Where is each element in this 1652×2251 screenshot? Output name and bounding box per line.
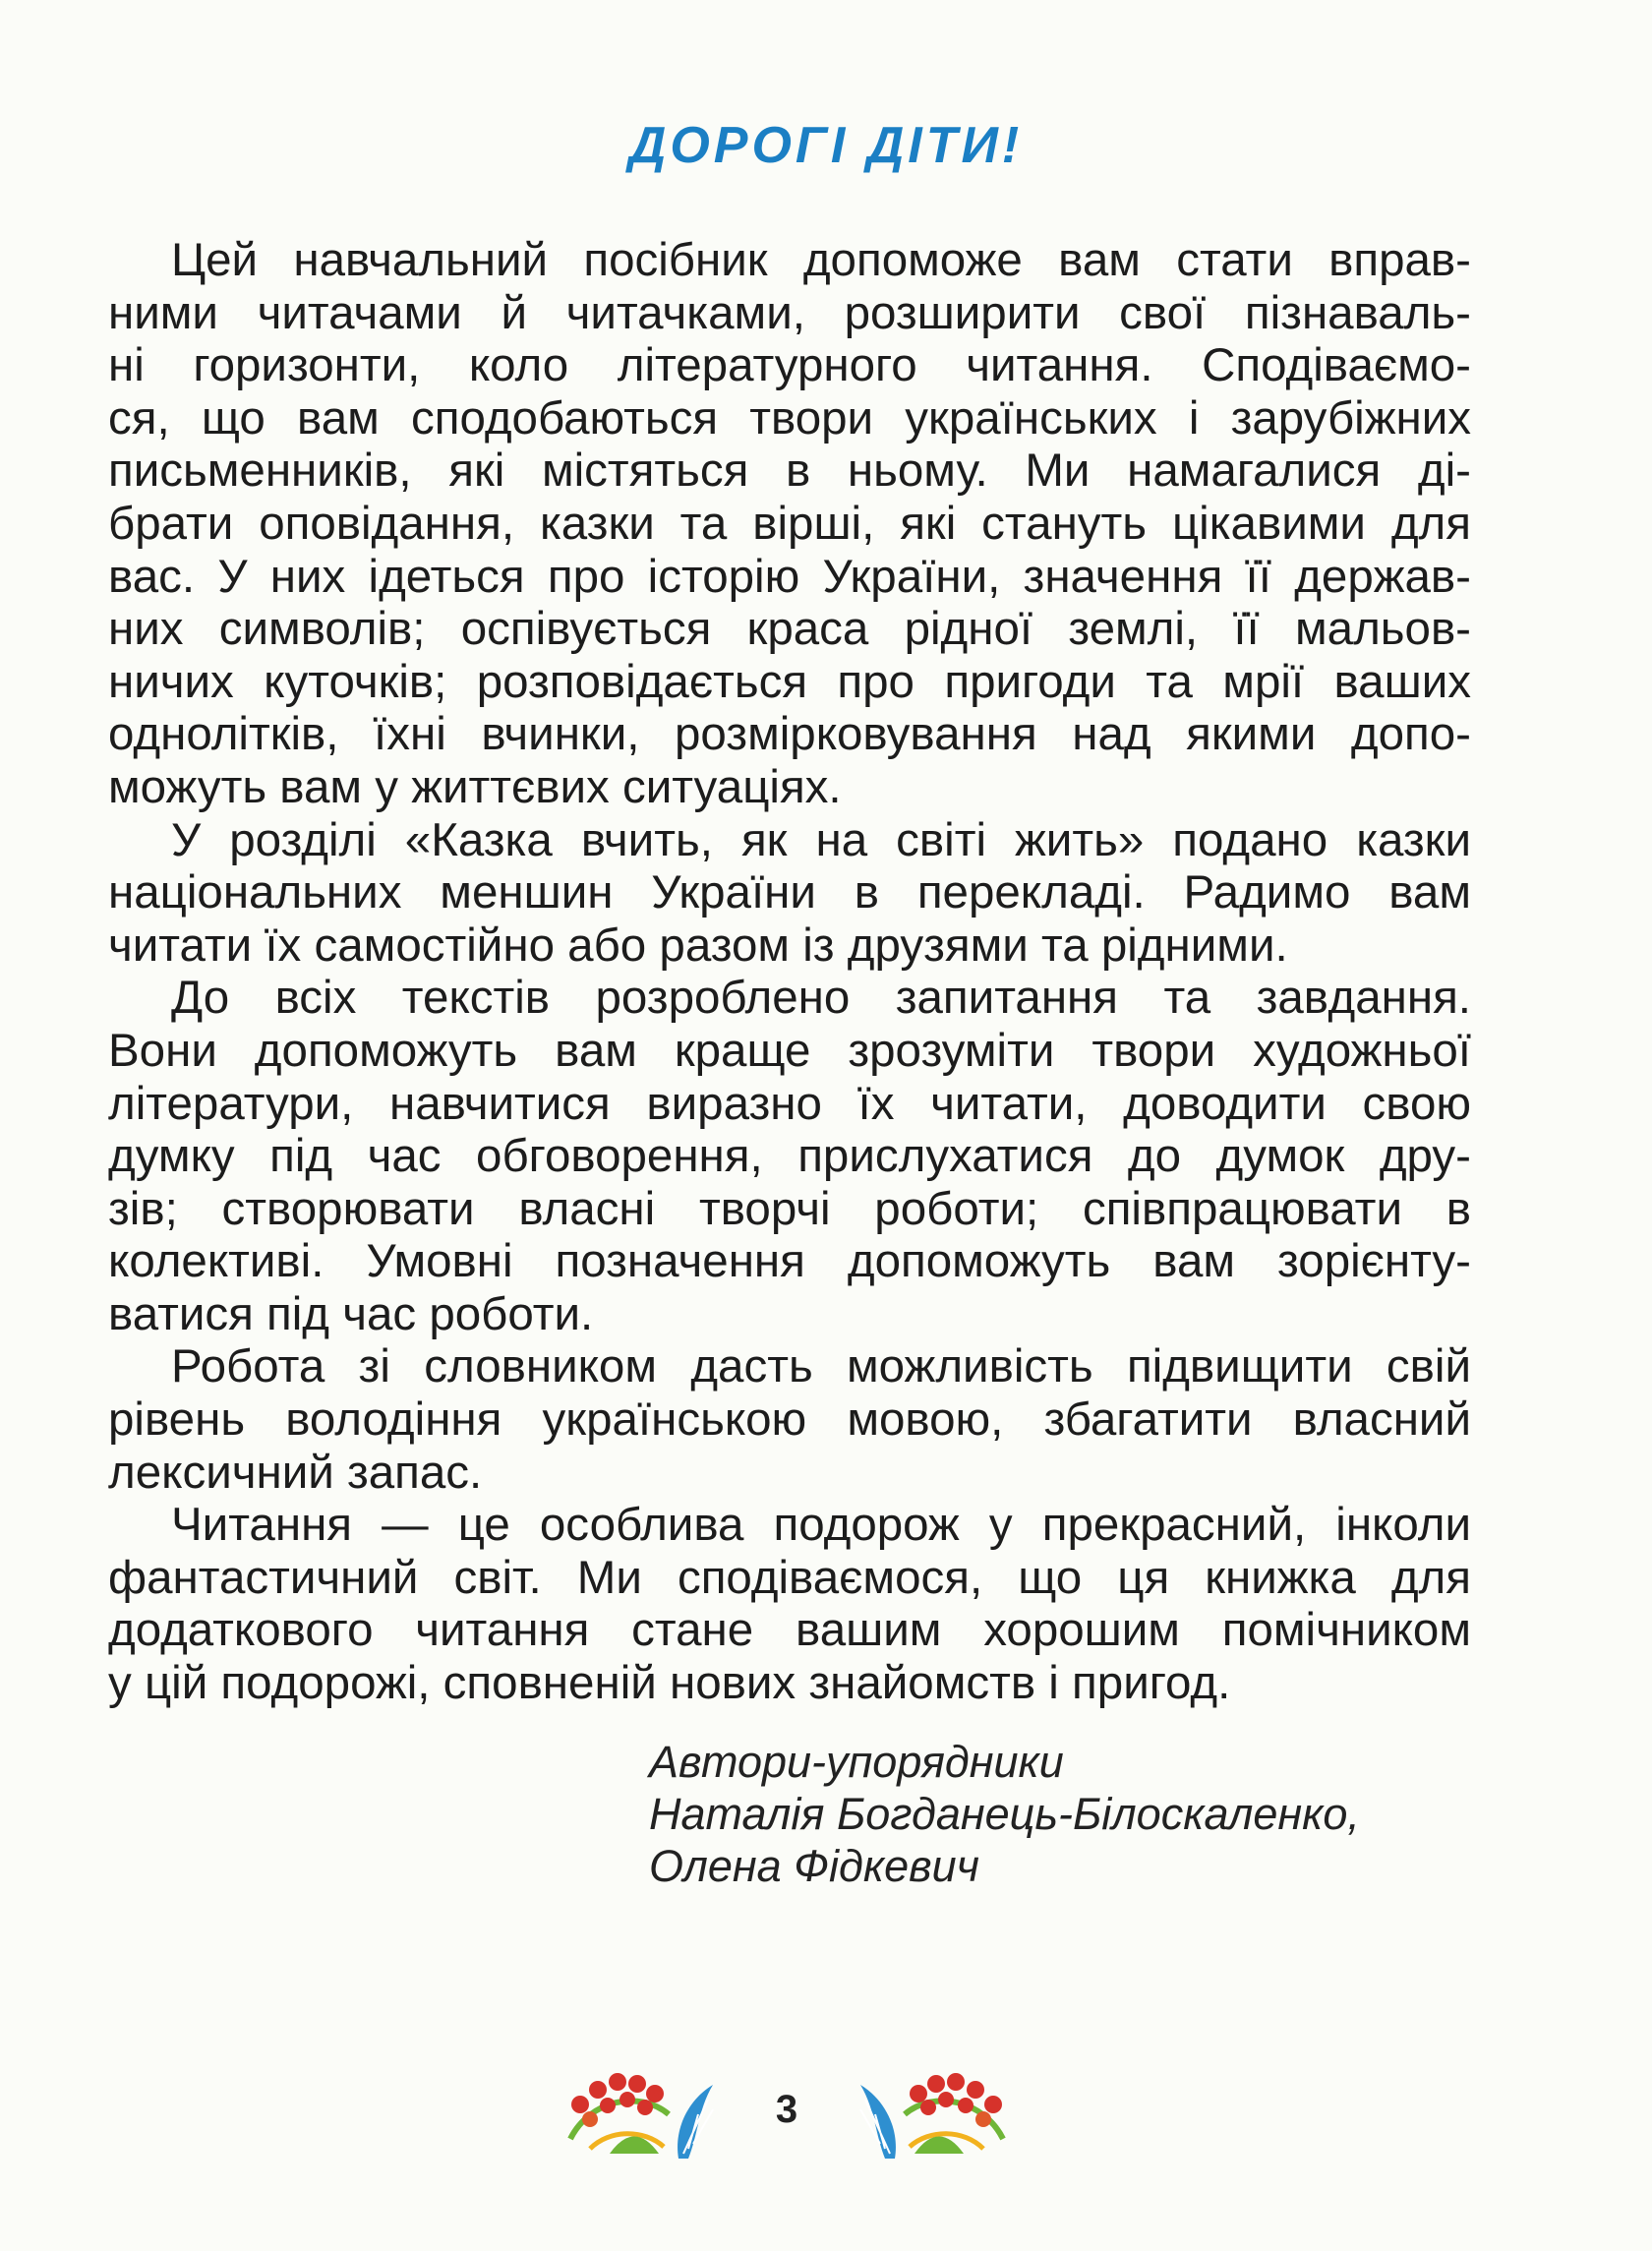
signature-author: Олена Фідкевич [649,1841,979,1891]
text-line: ні горизонти, коло літературного читання. Сподіваємо- [108,339,1471,392]
text-line: зів; створювати власні творчі роботи; співпрацювати в [108,1182,1471,1235]
paragraph [108,1499,1471,1709]
text-line: Вони допоможуть вам краще зрозуміти твори художньої [108,1024,1471,1077]
text-line: колективі. Умовні позначення допоможуть вам зорієнту- [108,1235,1471,1288]
page-title: ДОРОГІ ДІТИ! [628,117,1024,174]
text-line: брати оповідання, казки та вірші, які стануть цікавими для [108,497,1471,550]
paragraph [108,972,1471,1340]
text-line: думку під час обговорення, прислухатися до думок дру- [108,1130,1471,1183]
text-line: До всіх текстів розроблено запитання та завдання. [171,972,1471,1025]
text-line: ватися під час роботи. [108,1287,594,1340]
text-line: Читання — це особлива подорож у прекрасний, інколи [171,1499,1471,1552]
text-line: фантастичний світ. Ми сподіваємося, що ця книжка для [108,1551,1471,1604]
text-line: Цей навчальний посібник допоможе вам стати вправ- [171,234,1471,286]
text-line: Робота зі словником дасть можливість підвищити свій [171,1340,1471,1393]
signature-block [649,1736,1360,1892]
text-line: національних меншин України в перекладі. Радимо вам [108,866,1471,919]
rowan-berries-ornament-icon [856,2060,1023,2168]
signature-role: Автори-упорядники [649,1737,1064,1787]
text-line: однолітків, їхні вчинки, розмірковування над якими допо- [108,708,1471,761]
paragraph [108,814,1471,973]
signature-author: Наталія Богданець-Білоскаленко, [649,1789,1360,1839]
paragraph [108,1340,1471,1499]
text-line: лексичний запас. [108,1446,483,1499]
text-line: можуть вам у життєвих ситуаціях. [108,760,842,813]
text-line: У розділі «Казка вчить, як на світі жить» подано казки [171,813,1471,866]
text-line: рівень володіння українською мовою, збагатити власний [108,1393,1471,1447]
text-line: літератури, навчитися виразно їх читати, доводити свою [108,1077,1471,1130]
text-line: ними читачами й читачками, розширити свої пізнаваль- [108,286,1471,339]
text-line: у цій подорожі, сповненій нових знайомств і пригод. [108,1657,1231,1710]
text-line: них символів; оспівується краса рідної землі, її мальов- [108,603,1471,656]
body-text [108,234,1471,1710]
rowan-berries-ornament-icon [551,2060,718,2168]
text-line: читати їх самостійно або разом із друзями та рідними. [108,918,1288,972]
text-line: вас. У них ідеться про історію України, значення її держав- [108,550,1471,603]
text-line: ся, що вам сподобаються твори українських і зарубіжних [108,391,1471,444]
page-number: 3 [775,2088,798,2131]
text-line: ничих куточків; розповідається про пригоди та мрії ваших [108,655,1471,708]
text-line: письменників, які містяться в ньому. Ми намагалися ді- [108,444,1471,498]
text-line: додаткового читання стане вашим хорошим помічником [108,1604,1471,1657]
paragraph [108,234,1471,814]
